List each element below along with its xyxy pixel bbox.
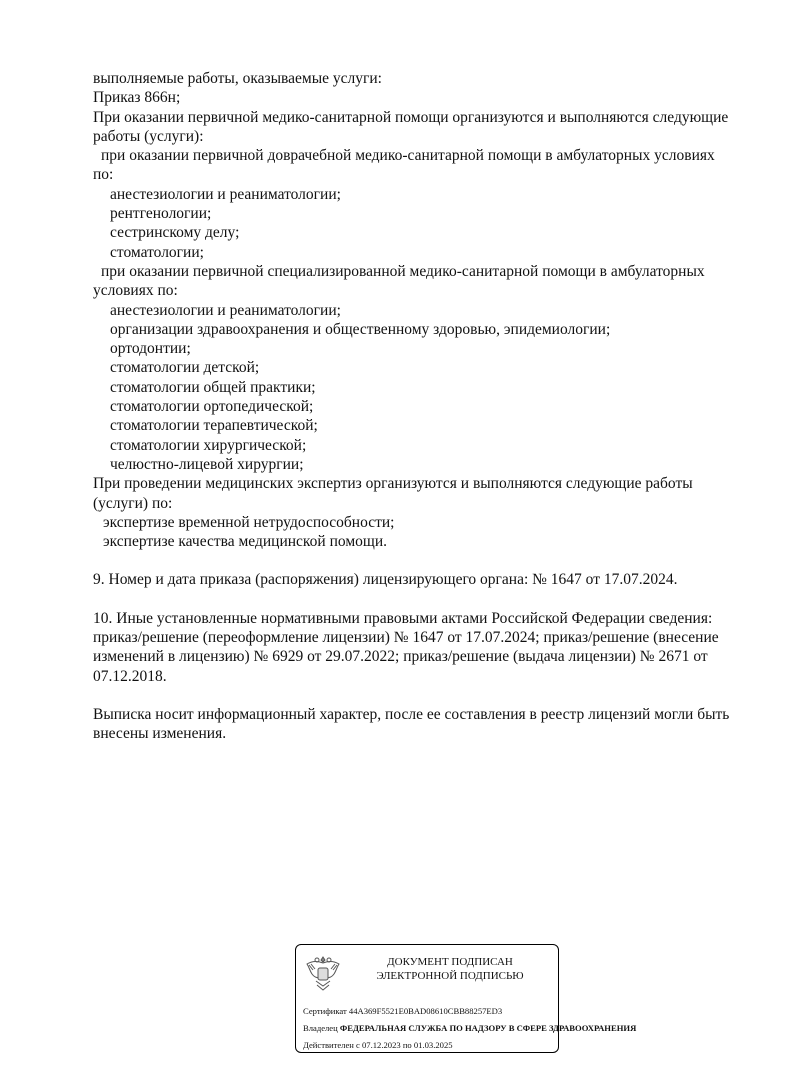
expertise-heading: (услуги) по: — [93, 494, 173, 512]
stamp-certificate: Сертификат 44A369F5521E0BAD08610CBB88257ED3 — [303, 1006, 503, 1016]
list-item: экспертизе качества медицинской помощи. — [103, 533, 387, 551]
document-body — [93, 69, 763, 744]
list-item: стоматологии; — [110, 243, 204, 261]
item-9-paragraph: 9. Номер и дата приказа (распоряжения) лицензирующего органа: № 1647 от 17.07.2024. — [93, 571, 678, 589]
electronic-signature-stamp — [295, 944, 637, 1053]
list-item: стоматологии детской; — [110, 359, 260, 377]
section-heading: по: — [93, 166, 114, 184]
expertise-heading: При проведении медицинских экспертиз организуются и выполняются следующие работы — [93, 475, 693, 493]
list-item: экспертизе временной нетрудоспособности; — [103, 513, 395, 531]
list-item: стоматологии хирургической; — [110, 436, 307, 454]
list-item: стоматологии ортопедической; — [110, 398, 314, 416]
list-item: стоматологии терапевтической; — [110, 417, 318, 435]
stamp-title: ДОКУМЕНТ ПОДПИСАН ЭЛЕКТРОННОЙ ПОДПИСЬЮ — [376, 956, 524, 982]
section-heading: условиях по: — [93, 282, 178, 300]
list-item: организации здравоохранения и общественному здоровью, эпидемиологии; — [110, 320, 611, 338]
text-line: работы (услуги): — [93, 127, 204, 145]
text-line: При оказании первичной медико-санитарной помощи организуются и выполняются следующие — [93, 108, 729, 126]
stamp-details — [303, 1003, 637, 1054]
text-line: выполняемые работы, оказываемые услуги: — [93, 70, 382, 87]
list-item: анестезиологии и реаниматологии; — [110, 301, 341, 319]
text-line: Приказ 866н; — [93, 89, 181, 107]
list-item: челюстно-лицевой хирургии; — [110, 455, 304, 473]
list-item: ортодонтии; — [110, 340, 191, 358]
disclaimer-paragraph: Выписка носит информационный характер, после ее составления в реестр лицензий могли быть внесены изменения. — [93, 705, 730, 743]
list-item: рентгенологии; — [110, 205, 212, 223]
stamp-owner: Владелец ФЕДЕРАЛЬНАЯ СЛУЖБА ПО НАДЗОРУ В СФЕРЕ ЗДРАВООХРАНЕНИЯ — [303, 1023, 637, 1033]
russian-coat-of-arms-icon — [304, 953, 342, 993]
list-item: анестезиологии и реаниматологии; — [110, 185, 341, 203]
stamp-validity: Действителен с 07.12.2023 по 01.03.2025 — [303, 1040, 453, 1050]
item-10-paragraph: 10. Иные установленные нормативными правовыми актами Российской Федерации сведения: приказ/решение (переоформление лицензии) № 1647 от 17.07.2024; приказ/решение (внесение изменений в лицензию) № 6929 от 29.07.2022; приказ/решение (выдача лицензии) № 2671 от 07.12.2018. — [93, 609, 719, 685]
section-heading: при оказании первичной специализированной медико-санитарной помощи в амбулаторных — [101, 262, 705, 280]
list-item: сестринскому делу; — [110, 224, 240, 242]
section-heading: при оказании первичной доврачебной медико-санитарной помощи в амбулаторных условиях — [101, 147, 715, 165]
list-item: стоматологии общей практики; — [110, 378, 316, 396]
